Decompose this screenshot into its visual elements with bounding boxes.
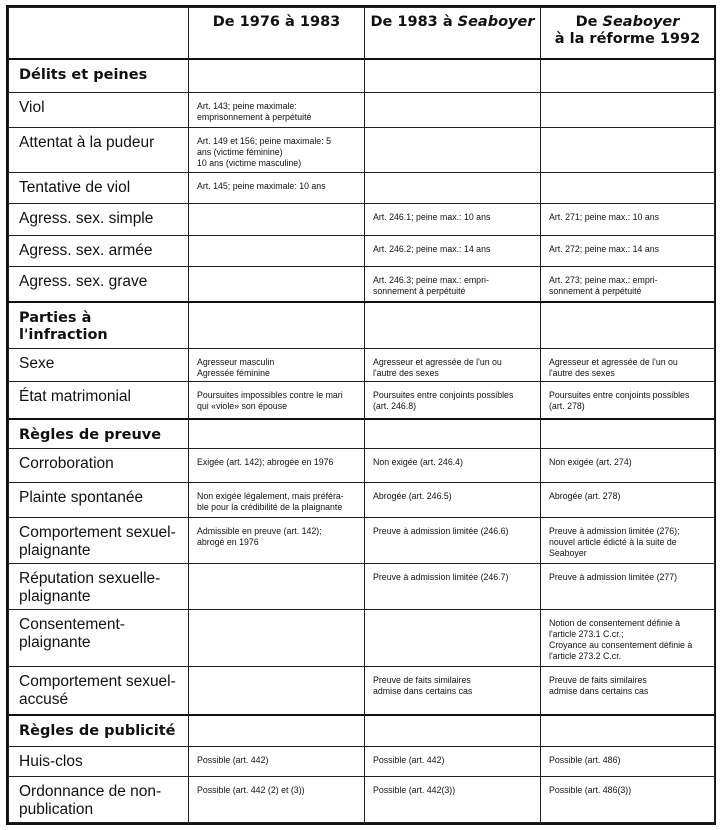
row-label: Attentat à la pudeur — [9, 127, 189, 172]
cell-period-2: Art. 246.3; peine max.: empri- sonnement à perpétuité — [365, 267, 541, 302]
cell-period-3: Possible (art. 486) — [541, 746, 715, 776]
header-seaboyer-1992 — [541, 8, 715, 59]
cell-period-1: Exigée (art. 142); abrogée en 1976 — [189, 449, 365, 483]
table-row — [9, 610, 715, 666]
cell-period-1 — [189, 715, 365, 747]
row-label: Agress. sex. armée — [9, 235, 189, 267]
row-label: Corroboration — [9, 449, 189, 483]
cell-period-1 — [189, 610, 365, 666]
cell-period-1: Non exigée légalement, mais préféra- ble pour la crédibilité de la plaignante — [189, 482, 365, 517]
cell-period-1: Possible (art. 442) — [189, 746, 365, 776]
header-seaboyer-1992-italic: Seaboyer — [602, 14, 680, 30]
table-row — [9, 564, 715, 610]
row-label: Consentement- plaignante — [9, 610, 189, 666]
header-1976-1983-text: De 1976 à 1983 — [212, 14, 341, 30]
cell-period-2: Art. 246.1; peine max.: 10 ans — [365, 203, 541, 235]
cell-period-3 — [541, 715, 715, 747]
header-seaboyer-1992-line2: à la réforme 1992 — [554, 31, 701, 47]
cell-period-3 — [541, 419, 715, 449]
cell-period-2: Preuve de faits similaires admise dans certains cas — [365, 666, 541, 714]
section-row — [9, 419, 715, 449]
cell-period-1: Art. 149 et 156; peine maximale: 5 ans (victime féminine) 10 ans (victime masculine) — [189, 127, 365, 172]
cell-period-3 — [541, 302, 715, 348]
cell-period-2: Non exigée (art. 246.4) — [365, 449, 541, 483]
header-1976-1983 — [189, 8, 365, 59]
cell-period-2: Possible (art. 442(3)) — [365, 776, 541, 822]
section-heading: Règles de publicité — [9, 715, 189, 747]
cell-period-1: Admissible en preuve (art. 142); abrogé en 1976 — [189, 517, 365, 563]
cell-period-2: Preuve à admission limitée (246.6) — [365, 517, 541, 563]
cell-period-2 — [365, 302, 541, 348]
row-label: Ordonnance de non- publication — [9, 776, 189, 822]
row-label: Comportement sexuel- accusé — [9, 666, 189, 714]
cell-period-2: Possible (art. 442) — [365, 746, 541, 776]
cell-period-3: Art. 273; peine max.: empri- sonnement à perpétuité — [541, 267, 715, 302]
cell-period-3: Art. 272; peine max.: 14 ans — [541, 235, 715, 267]
cell-period-2: Agresseur et agressée de l'un ou l'autre des sexes — [365, 348, 541, 382]
row-label: État matrimonial — [9, 382, 189, 419]
table-row — [9, 348, 715, 382]
cell-period-3: Non exigée (art. 274) — [541, 449, 715, 483]
comparison-table-frame — [6, 5, 716, 825]
header-1983-seaboyer-italic: Seaboyer — [457, 14, 535, 30]
cell-period-2 — [365, 59, 541, 93]
cell-period-3: Notion de consentement définie à l'article 273.1 C.cr.; Croyance au consentement définie à l'article 273.2 C.cr. — [541, 610, 715, 666]
table-row — [9, 482, 715, 517]
cell-period-2: Poursuites entre conjoints possibles (art. 246.8) — [365, 382, 541, 419]
header-empty — [9, 8, 189, 59]
header-row — [9, 8, 715, 59]
cell-period-1: Agresseur masculin Agressée féminine — [189, 348, 365, 382]
table-row — [9, 92, 715, 127]
table-row — [9, 235, 715, 267]
table-row — [9, 203, 715, 235]
cell-period-3 — [541, 92, 715, 127]
cell-period-2 — [365, 715, 541, 747]
cell-period-1 — [189, 666, 365, 714]
table-row — [9, 382, 715, 419]
cell-period-3: Poursuites entre conjoints possibles (art. 278) — [541, 382, 715, 419]
legislation-comparison-table — [8, 7, 715, 823]
cell-period-2 — [365, 172, 541, 203]
cell-period-1 — [189, 302, 365, 348]
cell-period-3 — [541, 127, 715, 172]
cell-period-2: Preuve à admission limitée (246.7) — [365, 564, 541, 610]
table-row — [9, 449, 715, 483]
cell-period-3: Preuve de faits similaires admise dans certains cas — [541, 666, 715, 714]
row-label: Plainte spontanée — [9, 482, 189, 517]
cell-period-2: Art. 246.2; peine max.: 14 ans — [365, 235, 541, 267]
cell-period-1: Art. 143; peine maximale: emprisonnement à perpétuité — [189, 92, 365, 127]
section-row — [9, 302, 715, 348]
table-row — [9, 666, 715, 714]
cell-period-3: Possible (art. 486(3)) — [541, 776, 715, 822]
section-heading: Délits et peines — [9, 59, 189, 93]
cell-period-1 — [189, 203, 365, 235]
cell-period-3: Abrogée (art. 278) — [541, 482, 715, 517]
cell-period-1 — [189, 419, 365, 449]
table-row — [9, 746, 715, 776]
row-label: Tentative de viol — [9, 172, 189, 203]
header-1983-seaboyer-prefix: De 1983 à — [370, 14, 458, 30]
table-body — [9, 59, 715, 823]
section-row — [9, 59, 715, 93]
cell-period-1 — [189, 59, 365, 93]
table-row — [9, 172, 715, 203]
section-heading: Parties à l'infraction — [9, 302, 189, 348]
cell-period-2 — [365, 127, 541, 172]
cell-period-1 — [189, 267, 365, 302]
cell-period-1: Art. 145; peine maximale: 10 ans — [189, 172, 365, 203]
row-label: Huis-clos — [9, 746, 189, 776]
cell-period-2: Abrogée (art. 246.5) — [365, 482, 541, 517]
header-1983-seaboyer — [365, 8, 541, 59]
cell-period-3: Art. 271; peine max.: 10 ans — [541, 203, 715, 235]
cell-period-3: Preuve à admission limitée (277) — [541, 564, 715, 610]
table-row — [9, 267, 715, 302]
table-row — [9, 127, 715, 172]
row-label: Viol — [9, 92, 189, 127]
cell-period-2 — [365, 92, 541, 127]
row-label: Agress. sex. simple — [9, 203, 189, 235]
row-label: Comportement sexuel- plaignante — [9, 517, 189, 563]
table-row — [9, 776, 715, 822]
cell-period-2 — [365, 610, 541, 666]
cell-period-3 — [541, 172, 715, 203]
row-label: Réputation sexuelle- plaignante — [9, 564, 189, 610]
cell-period-2 — [365, 419, 541, 449]
header-seaboyer-1992-prefix: De — [575, 14, 603, 30]
cell-period-1 — [189, 235, 365, 267]
cell-period-1: Poursuites impossibles contre le mari qui «viole» son épouse — [189, 382, 365, 419]
row-label: Agress. sex. grave — [9, 267, 189, 302]
cell-period-1: Possible (art. 442 (2) et (3)) — [189, 776, 365, 822]
section-row — [9, 715, 715, 747]
table-row — [9, 517, 715, 563]
section-heading: Règles de preuve — [9, 419, 189, 449]
cell-period-3: Agresseur et agressée de l'un ou l'autre des sexes — [541, 348, 715, 382]
cell-period-3: Preuve à admission limitée (276); nouvel article édicté à la suite de Seaboyer — [541, 517, 715, 563]
cell-period-3 — [541, 59, 715, 93]
row-label: Sexe — [9, 348, 189, 382]
cell-period-1 — [189, 564, 365, 610]
